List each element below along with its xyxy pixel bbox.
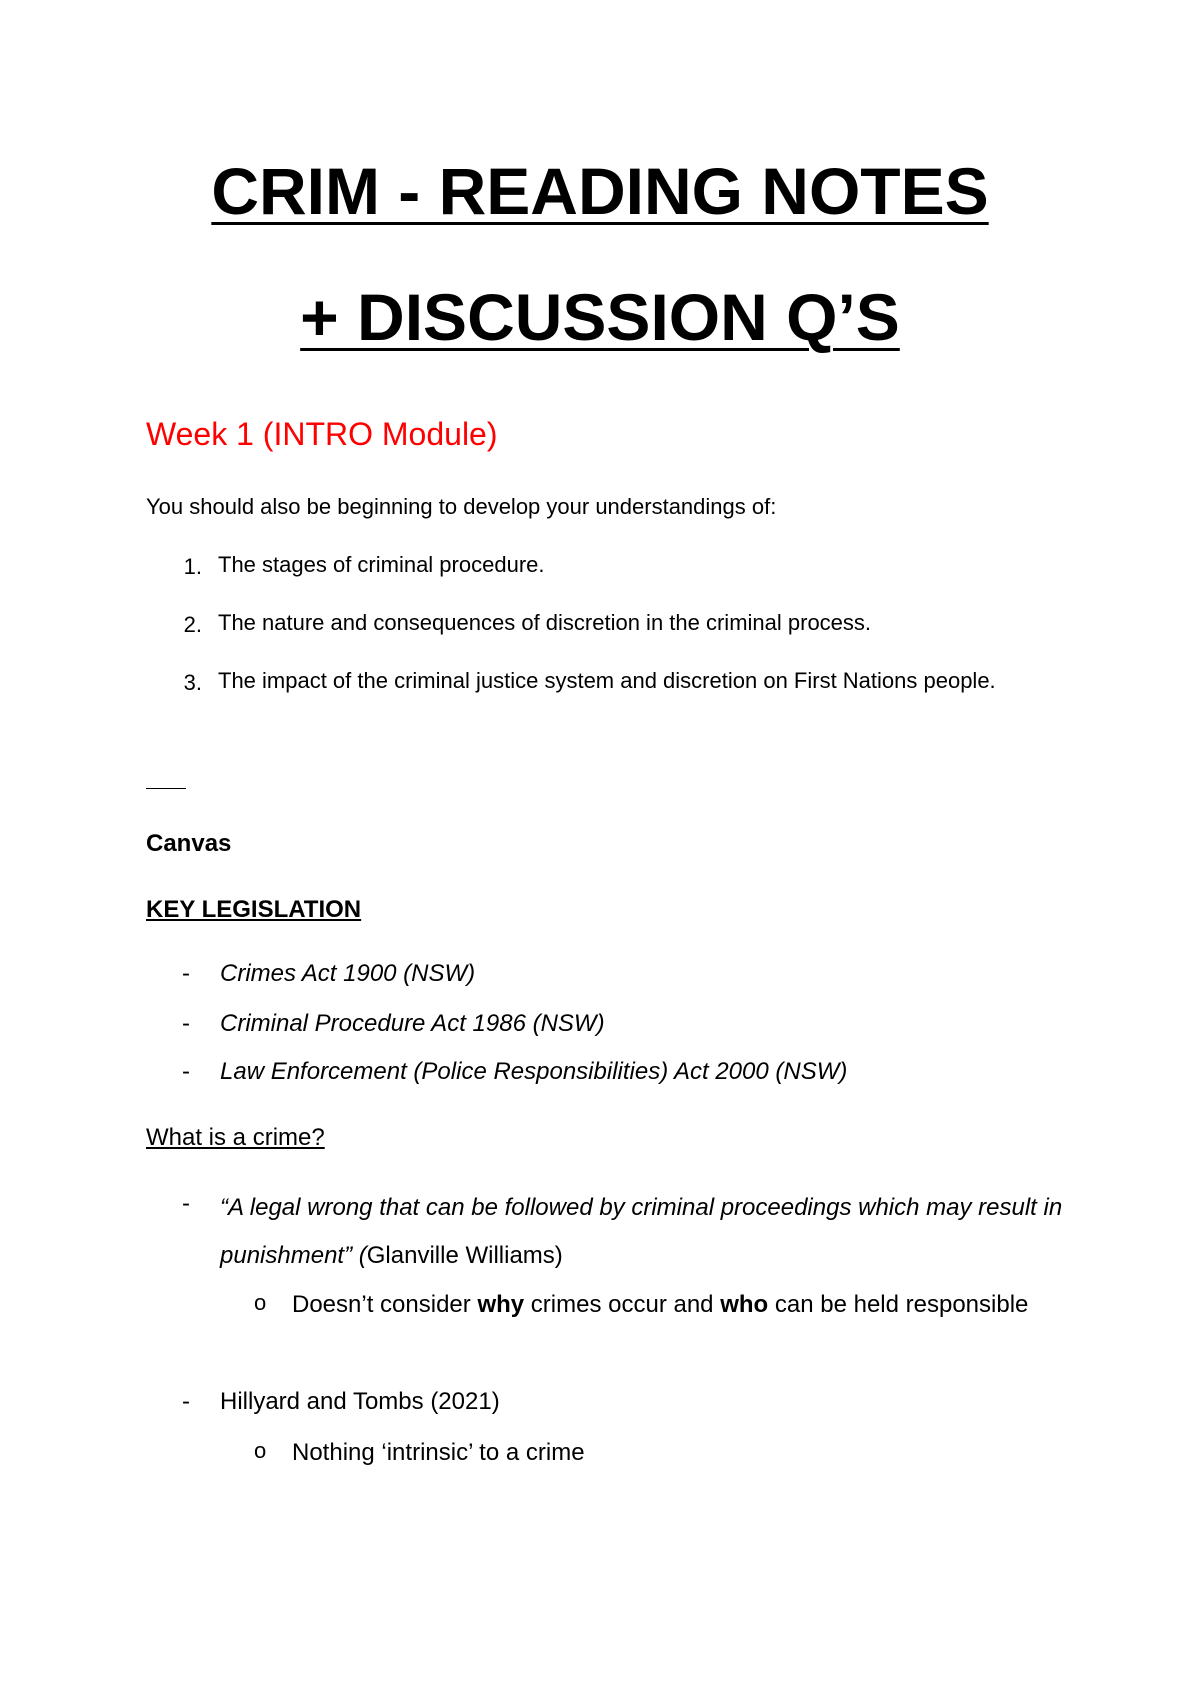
week-heading: Week 1 (INTRO Module) [146, 416, 498, 452]
legislation-item: Crimes Act 1900 (NSW) [220, 960, 476, 987]
sub-point-text: crimes occur and [524, 1291, 721, 1318]
what-is-crime-heading: What is a crime? [146, 1124, 325, 1151]
document-title-line-1: CRIM - READING NOTES [211, 154, 989, 228]
sub-bullet-circle: o [254, 1438, 267, 1463]
hillyard-tombs-item: Hillyard and Tombs (2021) [220, 1388, 500, 1415]
document-title-line-2: + DISCUSSION Q’S [300, 280, 900, 354]
bullet-dash: - [182, 960, 190, 987]
list-number: 2. [183, 612, 202, 637]
sub-point [292, 1280, 1052, 1330]
legislation-item: Criminal Procedure Act 1986 (NSW) [220, 1010, 605, 1037]
sub-point: Nothing ‘intrinsic’ to a crime [292, 1439, 585, 1466]
bullet-dash: - [182, 1010, 190, 1037]
bullet-dash: - [182, 1190, 190, 1217]
canvas-heading: Canvas [146, 830, 232, 857]
crime-definition-quote [220, 1184, 1080, 1280]
bullet-dash: - [182, 1388, 190, 1415]
section-divider [146, 788, 186, 789]
sub-point-text: Doesn’t consider [292, 1291, 478, 1318]
list-item: The nature and consequences of discretion in the criminal process. [218, 610, 872, 635]
list-number: 3. [183, 670, 202, 695]
list-item: The impact of the criminal justice system and discretion on First Nations people. [218, 668, 996, 693]
list-item: The stages of criminal procedure. [218, 552, 545, 577]
bullet-dash: - [182, 1058, 190, 1085]
sub-bullet-circle: o [254, 1290, 267, 1315]
intro-text: You should also be beginning to develop your understandings of: [146, 494, 777, 519]
sub-point-text: can be held responsible [768, 1291, 1029, 1318]
key-legislation-heading: KEY LEGISLATION [146, 896, 362, 923]
emphasis-why: why [477, 1291, 525, 1318]
list-number: 1. [183, 554, 202, 579]
quote-text: “A legal wrong that can be followed by criminal proceedings which may result in punishment” [220, 1194, 1063, 1269]
quote-attribution: Glanville Williams) [366, 1242, 563, 1269]
legislation-item: Law Enforcement (Police Responsibilities) Act 2000 (NSW) [220, 1058, 848, 1085]
emphasis-who: who [720, 1291, 769, 1318]
quote-open-paren: ( [352, 1242, 367, 1269]
